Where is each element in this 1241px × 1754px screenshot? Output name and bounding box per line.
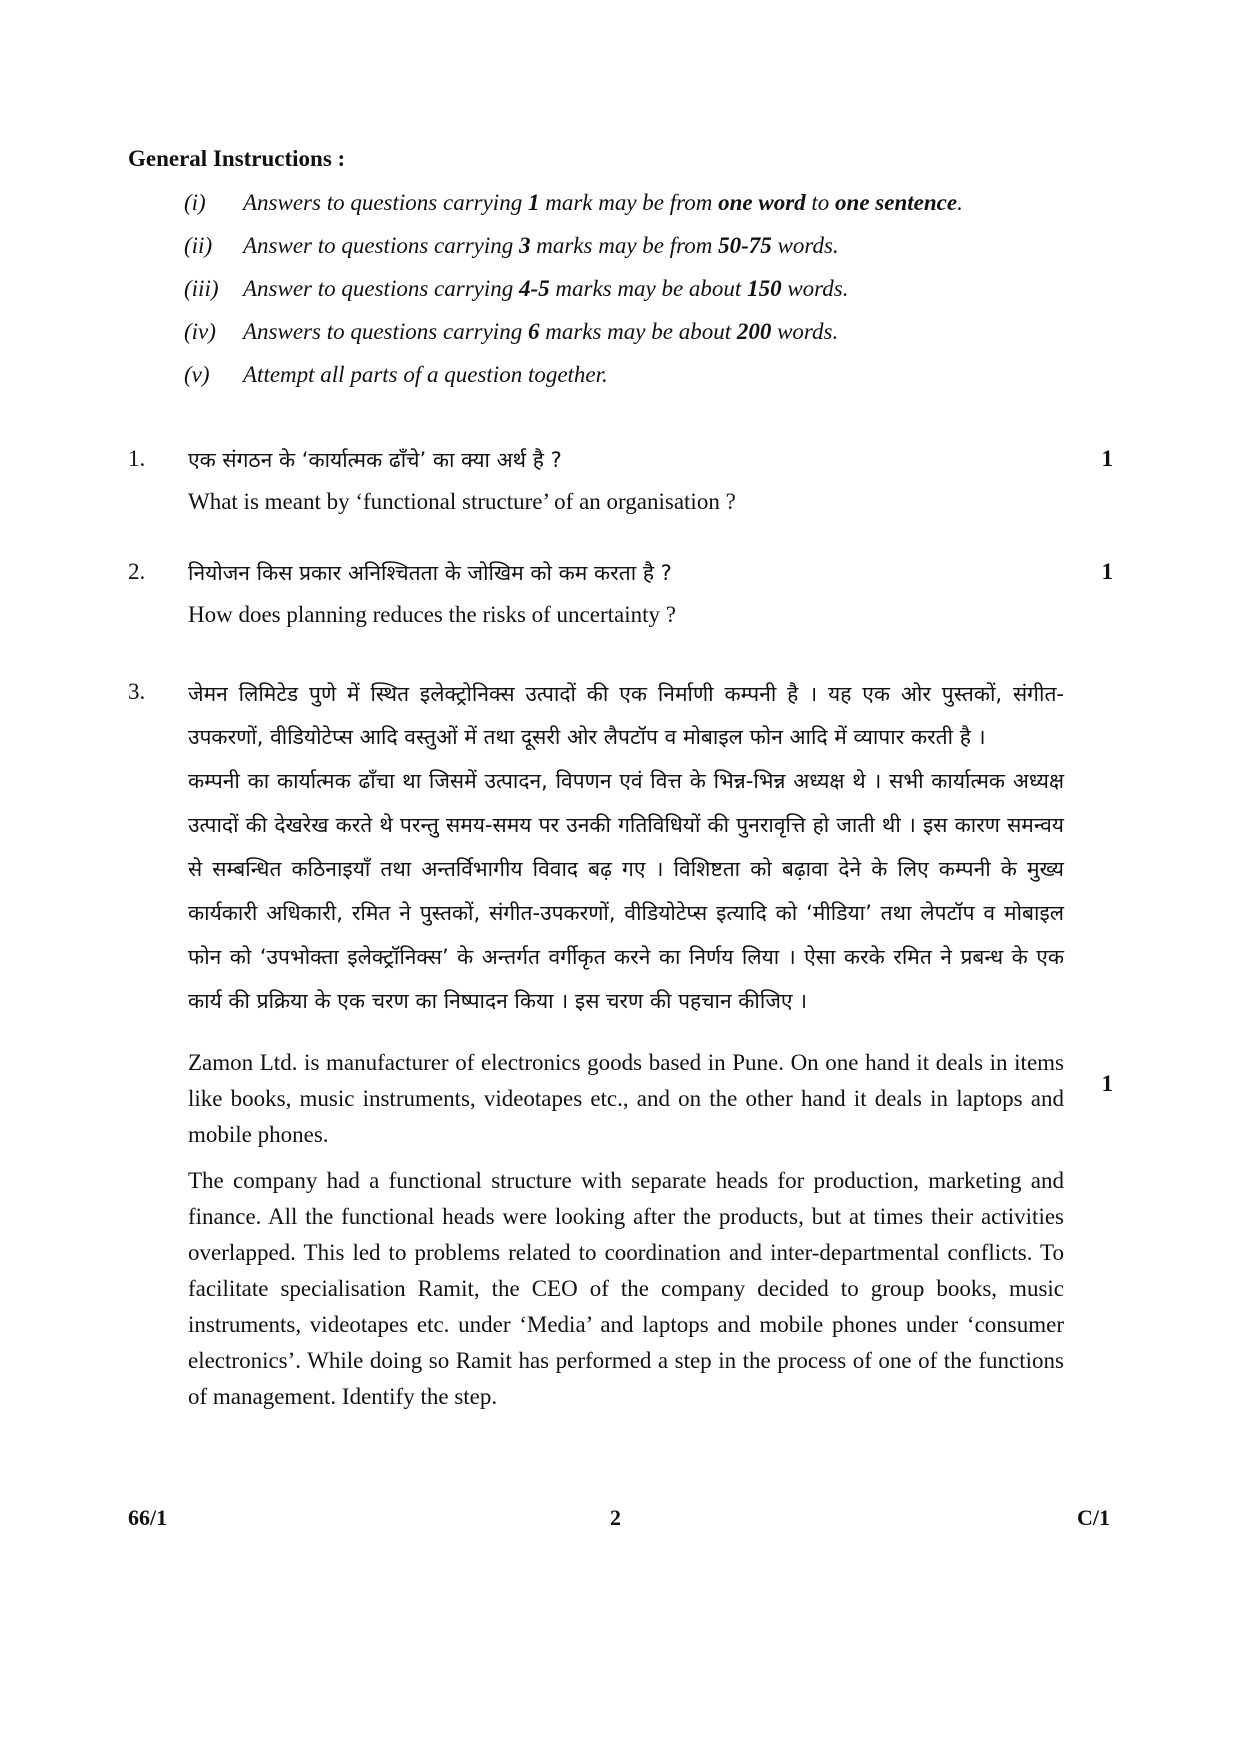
question-text-english: How does planning reduces the risks of uncertainty ?	[188, 602, 676, 627]
instruction-item	[184, 362, 1084, 405]
marks: 1	[1101, 1071, 1113, 1096]
question-body	[188, 553, 1064, 635]
question-text-english-para-2: The company had a functional structure with separate heads for production, marketing and finance. All the functional heads were looking after the products, but at times their activities overlapped. This led to problems related to coordination and inter-departmental conflicts. To facilitate specialisation Ramit, the CEO of the company decided to group books, music instruments, videotapes etc. under ‘Media’ and laptops and mobile phones under ‘consumer electronics’. While doing so Ramit has performed a step in the process of one of the functions of management. Identify the step.	[188, 1168, 1064, 1409]
instruction-text: Answers to questions carrying 6 marks may be about 200 words.	[243, 319, 839, 344]
question-body	[188, 673, 1064, 1425]
paper-code: 66/1	[128, 1505, 168, 1530]
question-3	[128, 673, 1113, 1493]
instruction-text: Attempt all parts of a question together.	[243, 362, 608, 387]
instruction-number: (iii)	[184, 276, 219, 301]
general-instructions-heading: General Instructions :	[128, 146, 346, 171]
instruction-item	[184, 319, 1084, 362]
question-text-hindi: नियोजन किस प्रकार अनिश्चितता के जोखिम को कम करता है ?	[188, 561, 672, 585]
instruction-number: (i)	[184, 190, 206, 215]
question-text-hindi-para-2: कम्पनी का कार्यात्मक ढाँचा था जिसमें उत्पादन, विपणन एवं वित्त के भिन्न-भिन्न अध्यक्ष थे । सभी कार्यात्मक अध्यक्ष उत्पादों की देखरेख करते थे परन्तु समय-समय पर उनकी गतिविधियों की पुनरावृत्ति हो जाती थी । इस कारण समन्वय से सम्बन्धित कठिनाइयाँ तथा अन्तर्विभागीय विवाद बढ़ गए । विशिष्टता को बढ़ावा देने के लिए कम्पनी के मुख्य कार्यकारी अधिकारी, रमित ने पुस्तकों, संगीत-उपकरणों, वीडियोटेप्स इत्यादि को ‘मीडिया’ तथा लेपटॉप व मोबाइल फोन को ‘उपभोक्ता इलेक्ट्रॉनिक्स’ के अन्तर्गत वर्गीकृत करने का निर्णय लिया । ऐसा करके रमित ने प्रबन्ध के एक कार्य की प्रक्रिया के एक चरण का निष्पादन किया । इस चरण की पहचान कीजिए ।	[188, 769, 1064, 1013]
set-code: C/1	[1077, 1505, 1110, 1530]
instruction-item	[184, 276, 1084, 319]
question-text-hindi-para-1: जेमन लिमिटेड पुणे में स्थित इलेक्ट्रोनिक्स उत्पादों की एक निर्माणी कम्पनी है । यह एक ओर पुस्तकों, संगीत-उपकरणों, वीडियोटेप्स आदि वस्तुओं में तथा दूसरी ओर लैपटॉप व मोबाइल फोन आदि में व्यापार करती है ।	[188, 682, 1064, 749]
general-instructions-list	[184, 190, 1084, 405]
question-number: 2.	[128, 559, 146, 584]
page-number: 2	[610, 1505, 621, 1530]
question-body	[188, 440, 1064, 522]
instruction-text: Answer to questions carrying 3 marks may be from 50-75 words.	[243, 233, 839, 258]
question-number: 1.	[128, 446, 146, 471]
question-2	[128, 553, 1113, 633]
instruction-item	[184, 190, 1084, 233]
question-text-english-para-1: Zamon Ltd. is manufacturer of electronics goods based in Pune. On one hand it deals in items like books, music instruments, videotapes etc., and on the other hand it deals in laptops and mobile phones.	[188, 1050, 1064, 1147]
question-text-english: What is meant by ‘functional structure’ of an organisation ?	[188, 489, 736, 514]
question-1	[128, 440, 1113, 520]
instruction-number: (iv)	[184, 319, 216, 344]
instruction-text: Answers to questions carrying 1 mark may be from one word to one sentence.	[243, 190, 963, 215]
instruction-number: (v)	[184, 362, 210, 387]
instruction-item	[184, 233, 1084, 276]
instruction-text: Answer to questions carrying 4-5 marks may be about 150 words.	[243, 276, 849, 301]
instruction-number: (ii)	[184, 233, 213, 258]
question-number: 3.	[128, 679, 146, 704]
marks: 1	[1101, 446, 1113, 471]
question-text-hindi: एक संगठन के ‘कार्यात्मक ढाँचे’ का क्या अर्थ है ?	[188, 448, 562, 472]
marks: 1	[1101, 559, 1113, 584]
